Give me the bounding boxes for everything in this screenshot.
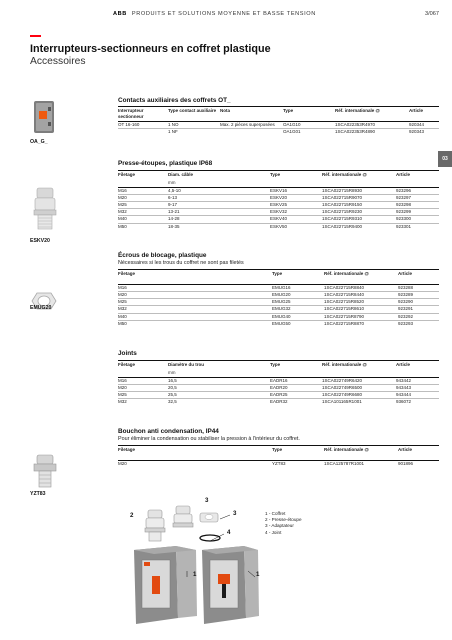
table-cell: 16,5 <box>168 377 177 383</box>
col-header: Réf. internationale @ <box>322 171 396 179</box>
table-cell: ESKV40 <box>270 216 322 223</box>
table-cell: 923296 <box>396 187 412 193</box>
cable-glands-title: Presse-étoupes, plastique IP68 <box>118 160 213 167</box>
col-header: Type contact auxiliaire <box>168 107 220 122</box>
condensation-table <box>118 445 439 467</box>
table-cell: M40 <box>118 313 272 320</box>
table-cell: 18-35 <box>168 223 270 230</box>
table-cell: M20 <box>118 292 272 299</box>
table-cell: M16 <box>118 187 127 193</box>
table-cell: 923290 <box>398 299 439 306</box>
table-cell: M25 <box>118 392 168 399</box>
col-header: Diamètre du trou <box>168 361 270 369</box>
enclosure-left <box>134 546 197 624</box>
table-cell: 1SCA101165R1001 <box>322 399 396 406</box>
table-cell: ESKV25 <box>270 202 322 209</box>
table-cell: 1SCA022715R8870 <box>324 320 398 327</box>
adapter-ring-part <box>200 513 218 522</box>
legend-item: 1 - Coffret <box>265 511 286 516</box>
locknut-image-label: EMUG20 <box>30 305 52 311</box>
table-row <box>118 223 439 230</box>
assembly-diagram <box>118 498 268 632</box>
table-cell: EADR20 <box>270 384 322 391</box>
table-cell: 923298 <box>396 202 439 209</box>
table-row <box>118 284 439 291</box>
table-cell: 1SCA125787R1001 <box>324 460 365 466</box>
table-cell: 920343 <box>409 128 439 135</box>
table-cell: 923300 <box>396 216 439 223</box>
table-row <box>118 377 439 384</box>
table-cell: ESKV16 <box>270 187 288 193</box>
table-row <box>118 194 439 201</box>
table-cell: 25,5 <box>168 392 270 399</box>
enclosure-right <box>202 546 259 624</box>
table-cell: M50 <box>118 223 168 230</box>
table-cell: M20 <box>118 384 168 391</box>
callout-1-right: 1 <box>256 571 260 578</box>
table-row <box>118 460 439 467</box>
anti-condensation-plug-image-label: YZT83 <box>30 491 46 497</box>
table-cell: EMUG20 <box>272 292 324 299</box>
table-cell: 943444 <box>396 392 439 399</box>
locknuts-title: Écrous de blocage, plastique <box>118 252 207 259</box>
legend-item: 3 - Adaptateur <box>265 523 294 529</box>
table-cell: 1SCA022715R9070 <box>322 194 396 201</box>
joints-section <box>118 350 439 405</box>
col-header: Interrupteur sectionneur <box>118 107 168 122</box>
table-cell: 1SCA022749R6420 <box>322 377 363 383</box>
legend-item: 4 - Joint <box>265 529 282 535</box>
col-header: Article <box>396 171 439 179</box>
condensation-subtitle: Pour éliminer la condensation ou stabiliser la pression à l'intérieur du coffret. <box>118 436 300 442</box>
table-cell: 1SCA022715R9150 <box>322 202 396 209</box>
joints-table <box>118 360 439 405</box>
page-title: Interrupteurs-sectionneurs en coffret plastique <box>30 43 271 55</box>
table-row <box>118 209 439 216</box>
col-header: Type <box>270 361 322 369</box>
accent-bar <box>30 35 41 37</box>
aux-contact-image <box>30 98 58 138</box>
table-cell: 1 NF <box>168 128 220 135</box>
table-cell: M32 <box>118 209 168 216</box>
running-header <box>113 11 316 17</box>
cable-glands-section <box>118 160 439 230</box>
locknuts-section <box>118 252 439 327</box>
table-cell: 923301 <box>396 223 439 230</box>
table-cell: OA1G10 <box>283 121 301 127</box>
header-title: PRODUITS ET SOLUTIONS MOYENNE ET BASSE TENSION <box>131 11 316 17</box>
table-row <box>118 306 439 313</box>
col-header: Type <box>272 270 324 278</box>
col-header: Diam. câble <box>168 171 270 179</box>
table-row <box>118 392 439 399</box>
col-header: Réf. internationale @ <box>335 107 409 122</box>
diagram-legend <box>265 511 302 536</box>
table-row <box>118 202 439 209</box>
table-cell: EMUG32 <box>272 306 324 313</box>
table-cell: 1SCA022715R9310 <box>322 216 396 223</box>
table-row <box>118 384 439 391</box>
table-cell: M20 <box>118 194 168 201</box>
table-cell: 4,5-10 <box>168 187 181 193</box>
table-cell: M25 <box>118 202 168 209</box>
page-number: 3/067 <box>425 11 439 17</box>
table-cell: 14-28 <box>168 216 270 223</box>
table-cell: 943443 <box>396 384 439 391</box>
table-cell: 1SCA022715R8440 <box>324 292 398 299</box>
col-header: Filetage <box>118 171 168 179</box>
table-row <box>118 320 439 327</box>
table-cell: 1SCA022715R8930 <box>322 187 363 193</box>
table-cell: EMUG40 <box>272 313 324 320</box>
table-cell: EADR32 <box>270 399 322 406</box>
cable-gland-image-label: ESKV20 <box>30 238 50 244</box>
legend-item: 2 - Presse-étoupe <box>265 517 302 523</box>
table-cell: OA1G01 <box>283 128 335 135</box>
table-cell <box>118 128 168 135</box>
table-cell: 9-17 <box>168 202 270 209</box>
aux-contact-image-label: OA_G_ <box>30 139 48 145</box>
table-cell: M25 <box>118 299 272 306</box>
table-cell: 32,5 <box>168 399 270 406</box>
table-cell: 923299 <box>396 209 439 216</box>
table-row <box>118 313 439 320</box>
cable-glands-table <box>118 170 439 230</box>
col-header: Filetage <box>118 446 272 454</box>
table-cell: 943442 <box>396 377 412 383</box>
col-header: Filetage <box>118 270 272 278</box>
col-header: Article <box>396 361 439 369</box>
table-cell: 936072 <box>396 399 439 406</box>
table-cell: ESKV20 <box>270 194 322 201</box>
unit-label: mm <box>168 179 270 187</box>
table-cell: 20,5 <box>168 384 270 391</box>
table-cell: 1SCA022715R9400 <box>322 223 396 230</box>
table-row <box>118 121 439 128</box>
table-cell: 923288 <box>398 284 414 290</box>
anti-condensation-plug-image <box>33 453 57 491</box>
table-row <box>118 299 439 306</box>
table-cell: M40 <box>118 216 168 223</box>
table-cell: 923297 <box>396 194 439 201</box>
table-cell: 1SCA022715R9230 <box>322 209 396 216</box>
table-cell: M16 <box>118 377 127 383</box>
col-header: Type <box>270 171 322 179</box>
table-cell: 1SCA022715R8610 <box>324 306 398 313</box>
callout-2: 2 <box>130 512 134 519</box>
locknuts-subtitle: Nécessaires si les trous du coffret ne sont pas filetés <box>118 260 244 266</box>
table-cell: 923291 <box>398 306 439 313</box>
callout-3-top: 3 <box>205 497 209 504</box>
table-cell: OT 16-160 <box>118 121 140 127</box>
table-cell: EMUG50 <box>272 320 324 327</box>
table-cell: M20 <box>118 460 127 466</box>
joint-ring <box>200 535 220 541</box>
table-cell: EMUG16 <box>272 284 291 290</box>
col-header: Article <box>398 270 439 278</box>
table-cell: ESKV50 <box>270 223 322 230</box>
table-cell: EADR16 <box>270 377 288 383</box>
callout-3-side: 3 <box>233 510 237 517</box>
joints-title: Joints <box>118 350 137 357</box>
condensation-section <box>118 428 439 467</box>
table-cell: M50 <box>118 320 272 327</box>
table-cell: 1 NO <box>168 121 179 127</box>
callout-4: 4 <box>227 529 231 536</box>
col-header: Article <box>409 107 439 122</box>
table-cell: YZT83 <box>272 460 286 466</box>
table-cell: M16 <box>118 284 127 290</box>
page-subtitle: Accessoires <box>30 56 86 67</box>
table-cell: EMUG25 <box>272 299 324 306</box>
condensation-title: Bouchon anti condensation, IP44 <box>118 428 219 435</box>
aux-contacts-title: Contacts auxiliaires des coffrets OT_ <box>118 97 231 104</box>
aux-contacts-table <box>118 106 439 135</box>
table-row <box>118 128 439 135</box>
table-cell: 901896 <box>398 460 414 466</box>
col-header: Réf. internationale @ <box>322 361 396 369</box>
table-row <box>118 292 439 299</box>
table-cell: 1SCA022715R8790 <box>324 313 398 320</box>
table-cell: 920344 <box>409 121 425 127</box>
table-cell: 923293 <box>398 320 439 327</box>
table-cell: 1SCA022749R6500 <box>322 384 396 391</box>
table-cell: Max. 2 pièces superposées <box>220 121 275 127</box>
table-cell <box>220 128 283 135</box>
col-header: Article <box>398 446 439 454</box>
table-cell: 6-13 <box>168 194 270 201</box>
col-header: Réf. internationale @ <box>324 270 398 278</box>
table-cell: M32 <box>118 306 272 313</box>
table-row <box>118 216 439 223</box>
aux-contacts-section <box>118 97 439 135</box>
table-cell: 1SCA022353R4890 <box>335 128 409 135</box>
col-header: Nota <box>220 107 283 122</box>
adapter-part <box>173 506 193 527</box>
gland-part <box>145 510 165 541</box>
table-row <box>118 399 439 406</box>
col-header: Type <box>283 107 335 122</box>
table-row <box>118 187 439 194</box>
table-cell: 13-21 <box>168 209 270 216</box>
col-header: Filetage <box>118 361 168 369</box>
cable-gland-image <box>33 186 57 232</box>
table-cell: ESKV32 <box>270 209 322 216</box>
brand-logo: ABB <box>113 11 127 17</box>
table-cell: 1SCA022353R4970 <box>335 121 376 127</box>
unit-label: mm <box>168 369 270 377</box>
col-header: Type <box>272 446 324 454</box>
callout-1-left: 1 <box>193 571 197 578</box>
table-cell: 1SCA022715R8840 <box>324 284 365 290</box>
table-cell: M32 <box>118 399 168 406</box>
col-header: Réf. internationale @ <box>324 446 398 454</box>
table-cell: 923289 <box>398 292 439 299</box>
table-cell: 923292 <box>398 313 439 320</box>
table-cell: EADR25 <box>270 392 322 399</box>
table-cell: 1SCA022749R6680 <box>322 392 396 399</box>
section-tab: 03 <box>438 151 452 167</box>
locknuts-table <box>118 269 439 327</box>
table-cell: 1SCA022715R8520 <box>324 299 398 306</box>
